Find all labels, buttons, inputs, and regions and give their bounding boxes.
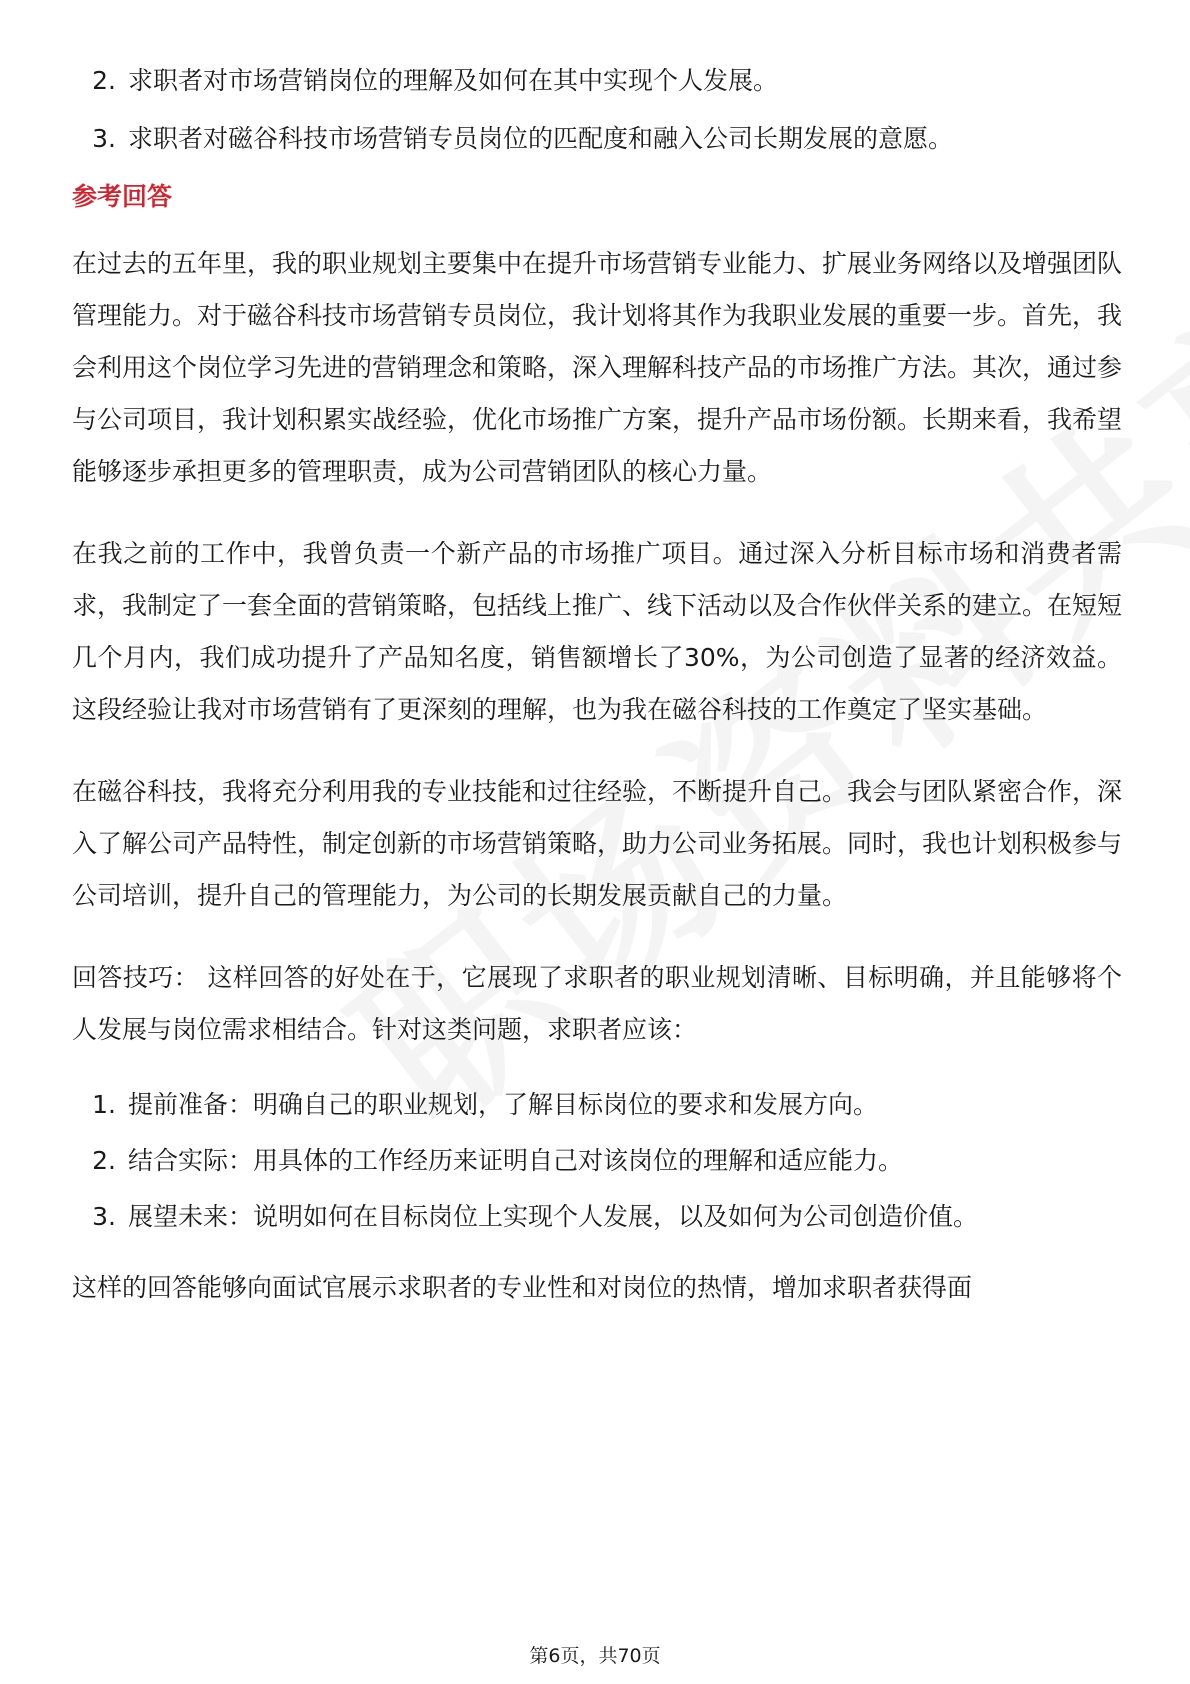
list-item-text: 结合实际：用具体的工作经历来证明自己对该岗位的理解和适应能力。 (128, 1146, 904, 1175)
list-item (72, 1142, 1122, 1180)
tips-intro: 回答技巧： 这样回答的好处在于，它展现了求职者的职业规划清晰、目标明确，并且能够将个人发展与岗位需求相结合。针对这类问题，求职者应该： (72, 963, 1122, 1044)
paragraph: 在过去的五年里，我的职业规划主要集中在提升市场营销专业能力、扩展业务网络以及增强团队管理能力。对于磁谷科技市场营销专员岗位，我计划将其作为我职业发展的重要一步。首先，我会利用这个岗位学习先进的营销理念和策略，深入理解科技产品的市场推广方法。其次，通过参与公司项目，我计划积累实战经验，优化市场推广方案，提升产品市场份额。长期来看，我希望能够逐步承担更多的管理职责，成为公司营销团队的核心力量。 (72, 249, 1123, 486)
list-item-text: 提前准备：明确自己的职业规划，了解目标岗位的要求和发展方向。 (128, 1090, 879, 1119)
list-item (72, 120, 1122, 158)
list-item-number: 3. (92, 124, 116, 153)
closing-paragraph: 这样的回答能够向面试官展示求职者的专业性和对岗位的热情，增加求职者获得面 (72, 1273, 973, 1302)
paragraph: 在我之前的工作中，我曾负责一个新产品的市场推广项目。通过深入分析目标市场和消费者需求，我制定了一套全面的营销策略，包括线上推广、线下活动以及合作伙伴关系的建立。在短短几个月内，我们成功提升了产品知名度，销售额增长了30%，为公司创造了显著的经济效益。这段经验让我对市场营销有了更深刻的理解，也为我在磁谷科技的工作奠定了坚实基础。 (72, 539, 1123, 724)
page-number-footer: 第6页，共70页 (529, 1645, 661, 1667)
list-item-text: 求职者对市场营销岗位的理解及如何在其中实现个人发展。 (128, 66, 779, 95)
intro-list (72, 62, 1122, 158)
page-content (72, 62, 1122, 1344)
list-item (72, 1198, 1122, 1236)
list-item-number: 1. (92, 1090, 116, 1119)
tips-list (72, 1086, 1122, 1236)
list-item-text: 求职者对磁谷科技市场营销专员岗位的匹配度和融入公司长期发展的意愿。 (128, 124, 954, 153)
list-item-number: 3. (92, 1202, 116, 1231)
section-title: 参考回答 (72, 182, 173, 211)
list-item-number: 2. (92, 66, 116, 95)
list-item-text: 展望未来：说明如何在目标岗位上实现个人发展，以及如何为公司创造价值。 (128, 1202, 979, 1231)
paragraph: 在磁谷科技，我将充分利用我的专业技能和过往经验，不断提升自己。我会与团队紧密合作，深入了解公司产品特性，制定创新的市场营销策略，助力公司业务拓展。同时，我也计划积极参与公司培训，提升自己的管理能力，为公司的长期发展贡献自己的力量。 (72, 777, 1123, 910)
list-item (72, 1086, 1122, 1124)
list-item-number: 2. (92, 1146, 116, 1175)
list-item (72, 62, 1122, 100)
